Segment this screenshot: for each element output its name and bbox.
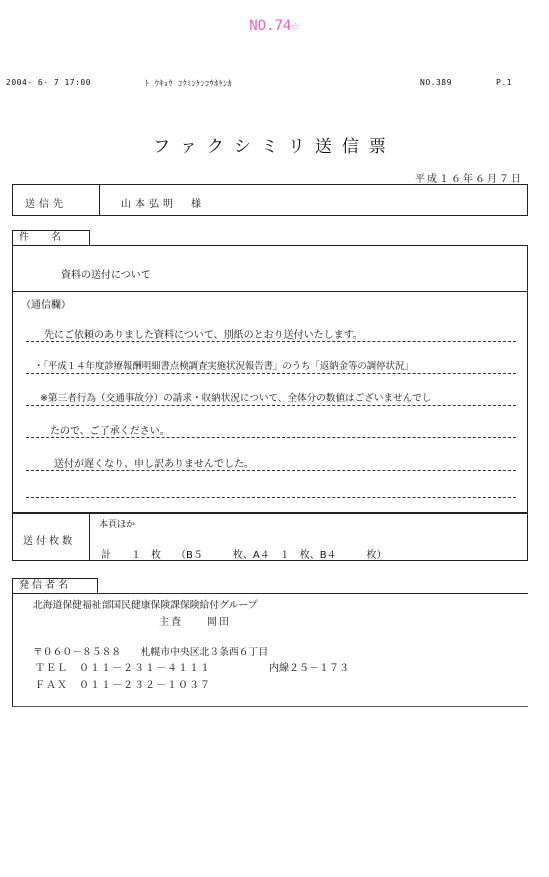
message-line-4: たので、ご了承ください。 [40,426,170,437]
stamp-text: NO.74☆ [249,18,300,34]
fax-page: P.1 [496,78,512,87]
message-line-5: 送付が遅くなり、申し訳ありませんでした。 [54,459,254,470]
fax-datetime: 2004- 6- 7 17:00 [6,78,92,87]
subject-tag-label: 件 名 [19,232,67,243]
sender-address: 〒０６０－８５８８ 札幌市中央区北３条西６丁目 [33,647,269,658]
message-line-3: ※第三者行為（交通事故分）の請求・収納状況について、全体分の数値はございませんでし [40,393,432,404]
page-count-note: 本頁ほか [99,520,136,530]
sender-box [12,593,528,707]
rule-line [26,437,516,438]
sender-department: 北海道保健福祉部国民健康保険課保険給付グループ [33,600,258,611]
sender-tag [12,578,98,593]
sender-tel: ＴＥＬ ０１１－２３１－４１１１ [35,663,211,674]
subject-message-box [12,245,528,513]
page-count-label-cell [13,514,90,560]
page-count-label: 送付枚数 [23,536,75,547]
sender-person: 主査 岡田 [159,617,231,628]
message-label: （通信欄） [21,300,71,311]
rule-line [26,373,516,374]
fax-sender-id: ﾄ ｳｷｮｳ ｺｸﾐﾝｹﾝｺｳﾎｹﾝｶ [145,79,233,88]
sender-tag-label: 発信者名 [19,580,71,591]
rule-line [26,470,516,471]
message-line-2: ・「平成１４年度診療報酬明細書点検調査実施状況報告書」のうち「返納金等の調停状況」 [34,361,414,372]
recipient-row [12,184,528,216]
rule-line [26,341,516,342]
fax-number: NO.389 [420,78,452,87]
rule-line [26,405,516,406]
sender-extension: 内線２５－１７３ [269,663,349,674]
recipient-label-cell [13,185,100,215]
recipient-name: 山本弘明 様 [121,199,205,210]
subject-text: 資料の送付について [61,270,151,281]
document-date: 平成１６年６月７日 [415,174,523,185]
sender-fax: ＦＡＸ ０１１－２３２－１０３７ [35,680,211,691]
subject-divider [13,291,527,292]
page-count-row [12,513,528,561]
rule-line [26,497,516,498]
message-line-1: 先にご依頼のありました資料について、別紙のとおり送付いたします。 [44,330,363,341]
subject-tag [12,230,90,245]
page-count-total: 計 １ 枚 （B５ 枚、A４ １ 枚、B４ 枚） [101,550,387,561]
fax-number-stamp [0,18,549,34]
recipient-label: 送信先 [25,199,67,210]
document-title: ファクシミリ送信票 [153,137,396,157]
